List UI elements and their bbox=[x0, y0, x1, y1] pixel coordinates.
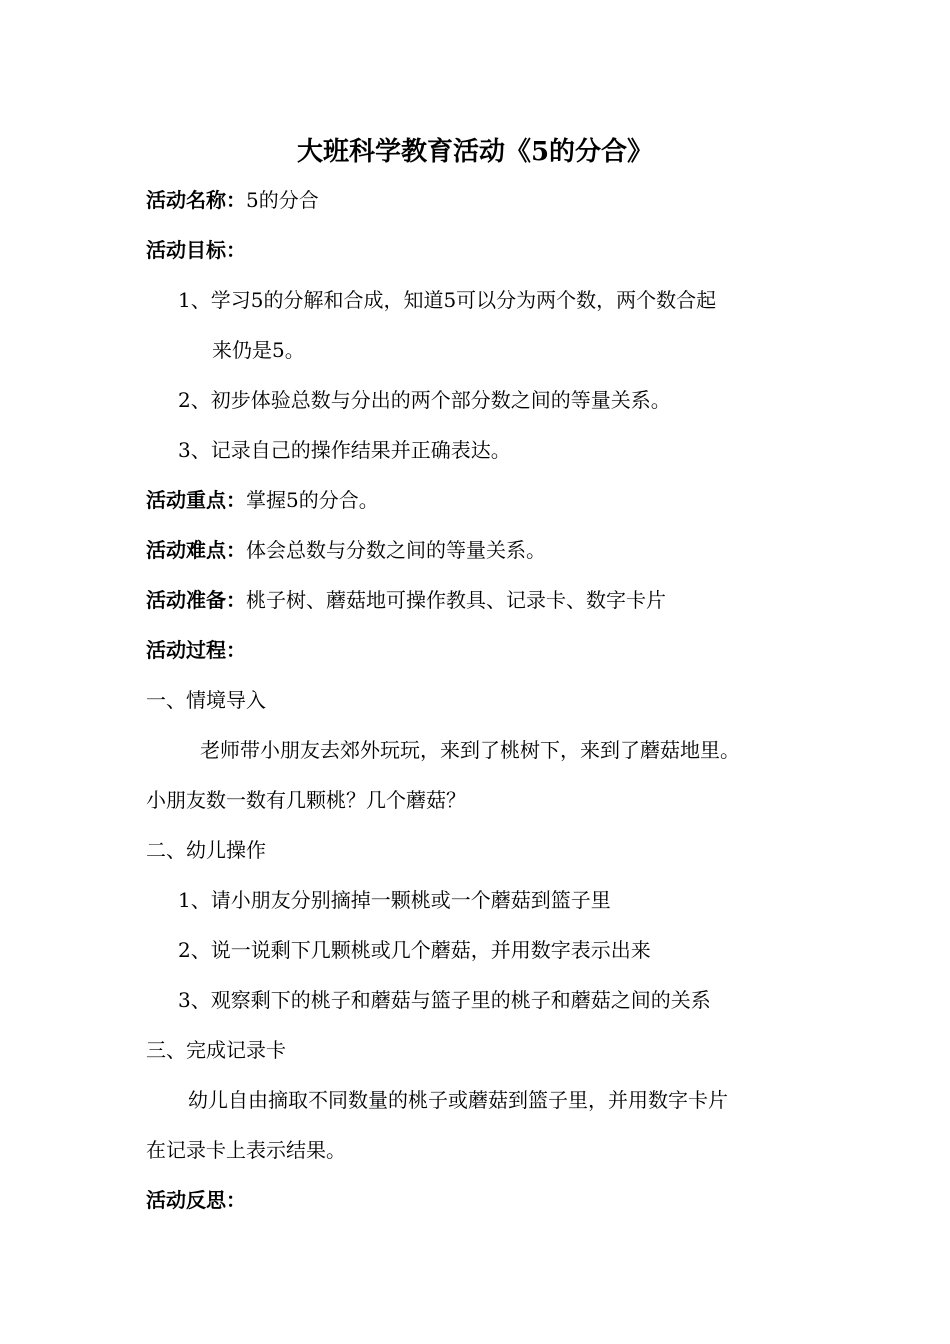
key-point-value: 掌握5的分合。 bbox=[246, 488, 379, 512]
difficulty-line bbox=[146, 536, 546, 564]
section-2-heading: 二、幼儿操作 bbox=[146, 838, 266, 862]
section-3-para-line-2: 在记录卡上表示结果。 bbox=[146, 1138, 346, 1162]
section-2-item-3: 3、观察剩下的桃子和蘑菇与篮子里的桃子和蘑菇之间的关系 bbox=[178, 988, 711, 1012]
section-1-heading: 一、情境导入 bbox=[146, 688, 266, 712]
key-point-line bbox=[146, 486, 379, 514]
preparation-value: 桃子树、蘑菇地可操作教具、记录卡、数字卡片 bbox=[246, 588, 666, 612]
key-point-label: 活动重点： bbox=[146, 488, 246, 512]
section-2-item-2: 2、说一说剩下几颗桃或几个蘑菇，并用数字表示出来 bbox=[178, 938, 651, 962]
process-label: 活动过程： bbox=[146, 638, 246, 662]
section-3-heading: 三、完成记录卡 bbox=[146, 1038, 286, 1062]
difficulty-label: 活动难点： bbox=[146, 538, 246, 562]
preparation-label: 活动准备： bbox=[146, 588, 246, 612]
difficulty-value: 体会总数与分数之间的等量关系。 bbox=[246, 538, 546, 562]
activity-name-value: 5的分合 bbox=[246, 188, 319, 212]
preparation-line bbox=[146, 586, 666, 614]
goals-label: 活动目标： bbox=[146, 238, 246, 262]
document-title: 大班科学教育活动《5的分合》 bbox=[296, 137, 654, 167]
reflection-label: 活动反思： bbox=[146, 1188, 246, 1212]
activity-name-line bbox=[146, 186, 319, 214]
goal-item-3: 3、记录自己的操作结果并正确表达。 bbox=[178, 438, 511, 462]
activity-name-label: 活动名称： bbox=[146, 188, 246, 212]
section-3-para-line-1: 幼儿自由摘取不同数量的桃子或蘑菇到篮子里，并用数字卡片 bbox=[188, 1088, 728, 1112]
goal-item-1-line-1: 1、学习5的分解和合成，知道5可以分为两个数，两个数合起 bbox=[178, 288, 717, 312]
section-2-item-1: 1、请小朋友分别摘掉一颗桃或一个蘑菇到篮子里 bbox=[178, 888, 611, 912]
section-1-para-line-1: 老师带小朋友去郊外玩玩，来到了桃树下，来到了蘑菇地里。 bbox=[200, 738, 740, 762]
section-1-para-line-2: 小朋友数一数有几颗桃？几个蘑菇？ bbox=[146, 788, 466, 812]
goal-item-1-line-2: 来仍是5。 bbox=[212, 338, 305, 362]
goal-item-2: 2、初步体验总数与分出的两个部分数之间的等量关系。 bbox=[178, 388, 671, 412]
